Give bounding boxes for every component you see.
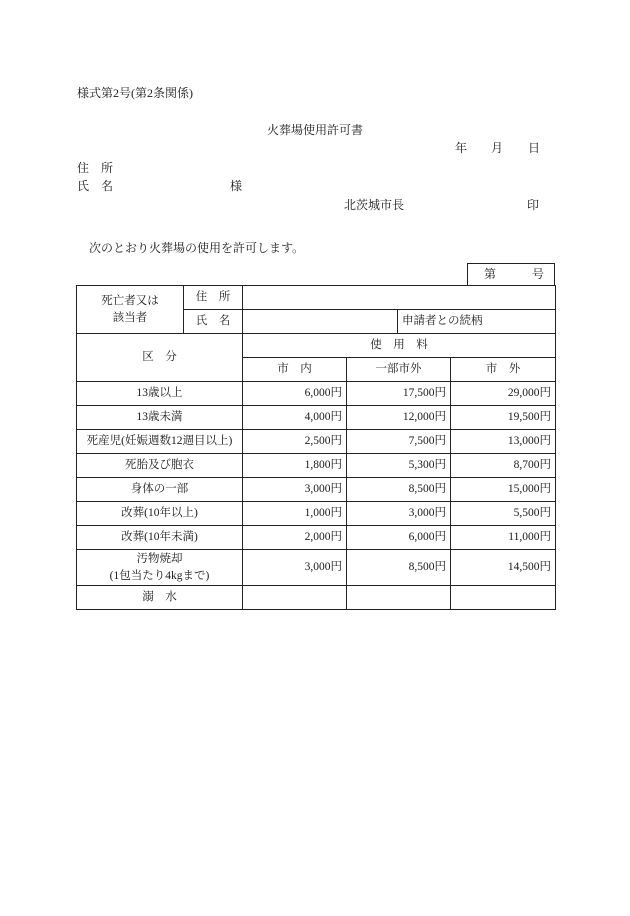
permit-table [76,285,556,610]
fee-amount-partial: 6,000円 [347,526,451,550]
fee-amount-city [243,586,347,610]
fee-amount-outside: 19,500円 [451,406,556,430]
fee-amount-city: 1,000円 [243,502,347,526]
fee-amount-city: 3,000円 [243,478,347,502]
category-header: 区 分 [77,334,243,382]
permit-number-box [467,263,555,285]
relation-label: 申請者との続柄 [398,310,556,334]
fee-amount-outside [451,586,556,610]
recipient-name-label: 氏 名 [77,179,114,193]
fee-amount-partial: 17,500円 [347,382,451,406]
recipient-address-label: 住 所 [77,161,114,175]
fee-row [77,430,556,454]
date-month-label: 月 [491,141,504,155]
honorific-label: 様 [230,179,243,193]
deceased-label-cell [77,286,184,334]
fee-amount-partial: 5,300円 [347,454,451,478]
fee-amount-outside: 14,500円 [451,550,556,586]
fee-amount-outside: 13,000円 [451,430,556,454]
issuer-name: 北茨城市長 [344,198,405,212]
fee-amount-partial: 7,500円 [347,430,451,454]
fee-row [77,406,556,430]
fee-category: 死産児(妊娠週数12週目以上) [77,430,243,454]
deceased-name-label: 氏 名 [184,310,243,334]
fee-category: 改葬(10年以上) [77,502,243,526]
fee-row [77,550,556,586]
fee-column-header-outside: 市 外 [451,358,556,382]
fee-amount-outside: 15,000円 [451,478,556,502]
fee-amount-city: 2,500円 [243,430,347,454]
fee-amount-partial: 8,500円 [347,550,451,586]
fee-amount-partial [347,586,451,610]
permission-statement: 次のとおり火葬場の使用を許可します。 [89,241,305,255]
permit-number-suffix: 号 [531,267,544,281]
fee-row [77,478,556,502]
fee-amount-city: 1,800円 [243,454,347,478]
deceased-address-label: 住 所 [184,286,243,310]
fee-amount-partial: 3,000円 [347,502,451,526]
deceased-address-value [243,286,556,310]
fee-amount-outside: 11,000円 [451,526,556,550]
fee-category-note: (1包当たり4kgまで) [109,569,210,582]
date-year-label: 年 [455,141,468,155]
fee-amount-outside: 29,000円 [451,382,556,406]
fee-row [77,526,556,550]
date-day-label: 日 [528,141,541,155]
fee-row [77,382,556,406]
deceased-address-row [77,286,556,310]
deceased-name-value [243,310,398,334]
fee-header: 使 用 料 [243,334,556,358]
permit-number-prefix: 第 [484,267,497,281]
fee-category: 改葬(10年未満) [77,526,243,550]
fee-row [77,454,556,478]
seal-label: 印 [527,198,540,212]
fee-header-row [77,334,556,358]
deceased-label-line1: 死亡者又は [101,294,159,307]
fee-row [77,502,556,526]
fee-column-header-city: 市 内 [243,358,347,382]
fee-amount-partial: 12,000円 [347,406,451,430]
fee-amount-outside: 5,500円 [451,502,556,526]
fee-category [77,550,243,586]
fee-amount-partial: 8,500円 [347,478,451,502]
fee-category-name: 汚物焼却 [136,552,183,565]
fee-category: 13歳以上 [77,382,243,406]
fee-column-header-partial: 一部市外 [347,358,451,382]
fee-category: 死胎及び胞衣 [77,454,243,478]
fee-amount-city: 6,000円 [243,382,347,406]
fee-amount-city: 2,000円 [243,526,347,550]
document-title: 火葬場使用許可書 [266,123,363,137]
form-number-label: 様式第2号(第2条関係) [77,86,193,100]
fee-row [77,586,556,610]
deceased-label-line2: 該当者 [112,311,148,324]
fee-category: 身体の一部 [77,478,243,502]
fee-amount-city: 3,000円 [243,550,347,586]
fee-category: 13歳未満 [77,406,243,430]
fee-amount-city: 4,000円 [243,406,347,430]
fee-category: 溺 水 [77,586,243,610]
fee-amount-outside: 8,700円 [451,454,556,478]
